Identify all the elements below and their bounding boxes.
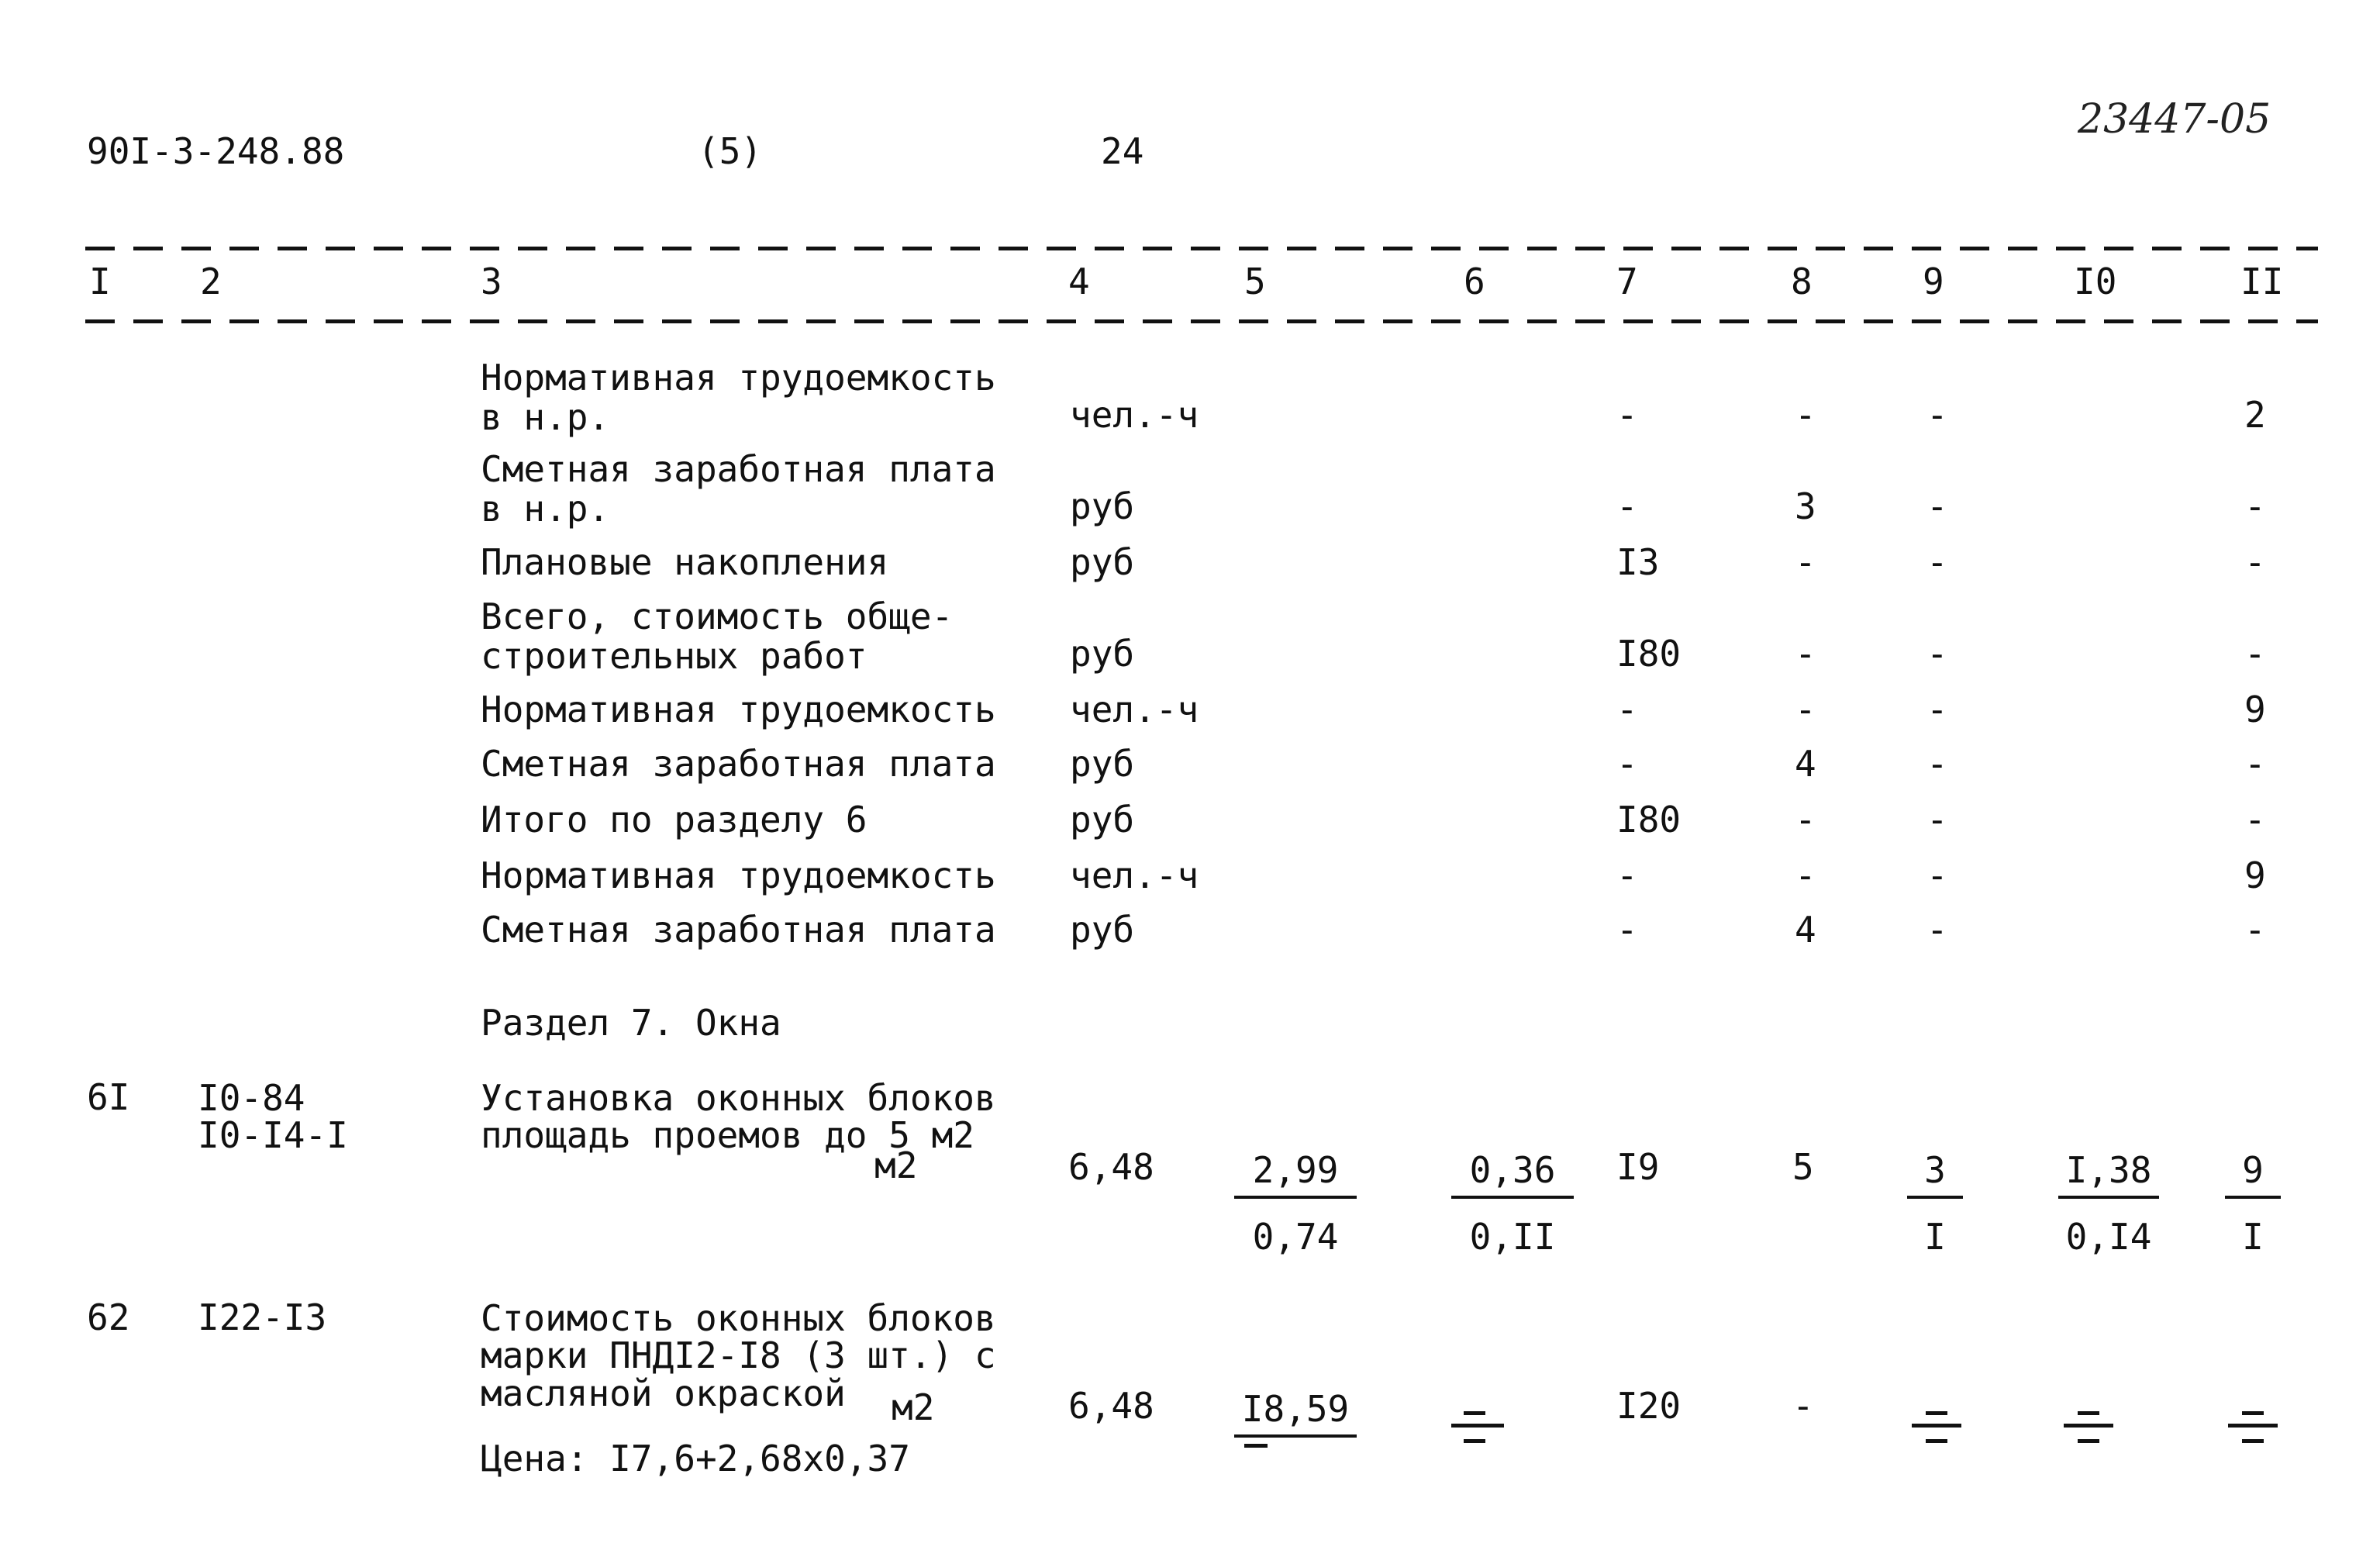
row-col7: I3 (1616, 541, 1660, 583)
row-unit: чел.-ч (1070, 854, 1199, 896)
row-col8: 3 (1795, 485, 1816, 527)
col11-line (2228, 1424, 2278, 1428)
col11-dash-top (2242, 1411, 2264, 1415)
col-5-header: 5 (1244, 261, 1266, 302)
col5-fraction (1234, 1149, 1357, 1258)
row-col8: 4 (1795, 743, 1816, 785)
col8-value: - (1792, 1385, 1814, 1427)
row-name: Сметная заработная плата в н.р. (481, 448, 996, 530)
row-col9: - (1926, 909, 1948, 951)
doc-code: 90I-3-248.88 (87, 130, 345, 172)
item-name: Стоимость оконных блоков марки ПНДI2-I8 (3 шт.) с масляной окраской (481, 1297, 996, 1414)
row-col9: - (1926, 633, 1948, 675)
row-col8: - (1795, 394, 1816, 436)
col-10-header: I0 (2074, 261, 2117, 302)
row-col11: - (2244, 909, 2266, 951)
row-col8: - (1795, 689, 1816, 730)
item-number: 6I (87, 1076, 130, 1118)
row-name: Всего, стоимость обще- строительных работ (481, 596, 954, 677)
col9-dash-bottom (1926, 1439, 1947, 1443)
row-col7: - (1616, 485, 1638, 527)
row-name: Сметная заработная плата (481, 909, 996, 951)
row-col9: - (1926, 743, 1948, 785)
row-col9: - (1926, 854, 1948, 896)
row-col9: - (1926, 799, 1948, 841)
col11-fraction (2225, 1149, 2281, 1258)
row-col9: - (1926, 541, 1948, 583)
row-unit: руб (1070, 633, 1135, 675)
row-col7: I80 (1616, 633, 1682, 675)
row-col11: 2 (2244, 394, 2266, 436)
row-col8: 4 (1795, 909, 1816, 951)
col6-bottom: 0,II (1469, 1216, 1556, 1258)
col5-top: I8,59 (1234, 1388, 1357, 1438)
item-quantity: 6,48 (1068, 1146, 1154, 1188)
col-11-header: II (2240, 261, 2284, 302)
row-col7: - (1616, 743, 1638, 785)
col5-dash-mark (1244, 1444, 1268, 1448)
col-3-header: 3 (481, 261, 502, 302)
col-9-header: 9 (1923, 261, 1944, 302)
row-unit: руб (1070, 485, 1135, 527)
col9-top: 3 (1907, 1149, 1963, 1199)
col10-top: I,38 (2058, 1149, 2159, 1199)
col6-dash-bottom (1464, 1439, 1485, 1443)
col11-dash-bottom (2242, 1439, 2264, 1443)
col9-line (1912, 1424, 1961, 1428)
row-unit: чел.-ч (1070, 689, 1199, 730)
row-col9: - (1926, 485, 1948, 527)
col-6-header: 6 (1464, 261, 1485, 302)
col8-value: 5 (1792, 1146, 1814, 1188)
row-name: Плановые накопления (481, 541, 889, 583)
col-8-header: 8 (1791, 261, 1813, 302)
row-col11: - (2244, 743, 2266, 785)
col-7-header: 7 (1616, 261, 1638, 302)
col11-top: 9 (2225, 1149, 2281, 1199)
header-top-rule (85, 247, 2318, 250)
row-name: Итого по разделу 6 (481, 799, 867, 841)
col-2-header: 2 (200, 261, 222, 302)
row-col7: - (1616, 854, 1638, 896)
row-unit: руб (1070, 799, 1135, 841)
row-name: Нормативная трудоемкость (481, 854, 996, 896)
col6-fraction (1451, 1149, 1574, 1258)
col9-dash-top (1926, 1411, 1947, 1415)
row-col7: - (1616, 909, 1638, 951)
row-col11: 9 (2244, 854, 2266, 896)
row-col9: - (1926, 394, 1948, 436)
row-name: Сметная заработная плата (481, 743, 996, 785)
item-code: I22-I3 (198, 1296, 327, 1338)
row-col8: - (1795, 541, 1816, 583)
row-col11: 9 (2244, 689, 2266, 730)
col9-fraction (1907, 1149, 1963, 1258)
col-4-header: 4 (1068, 261, 1090, 302)
row-col11: - (2244, 799, 2266, 841)
handwritten-number: 23447-05 (2078, 96, 2271, 143)
row-name: Нормативная трудоемкость (481, 689, 996, 730)
row-name: Нормативная трудоемкость в н.р. (481, 357, 996, 438)
row-col7: - (1616, 394, 1638, 436)
price-formula: Цена: I7,6+2,68x0,37 (481, 1438, 910, 1479)
row-col7: I80 (1616, 799, 1682, 841)
row-unit: чел.-ч (1070, 394, 1199, 436)
col10-bottom: 0,I4 (2065, 1216, 2152, 1258)
row-col7: - (1616, 689, 1638, 730)
col5-bottom: 0,74 (1252, 1216, 1339, 1258)
header-bottom-rule (85, 319, 2318, 323)
page-number: 24 (1101, 130, 1144, 172)
col10-line (2064, 1424, 2113, 1428)
row-col8: - (1795, 854, 1816, 896)
col7-value: I20 (1616, 1385, 1682, 1427)
row-col8: - (1795, 633, 1816, 675)
col6-dash-top (1464, 1411, 1485, 1415)
row-col8: - (1795, 799, 1816, 841)
col6-top: 0,36 (1451, 1149, 1574, 1199)
col5-fraction (1234, 1388, 1357, 1438)
col10-dash-top (2078, 1411, 2099, 1415)
row-col9: - (1926, 689, 1948, 730)
item-unit: м2 (892, 1386, 935, 1428)
section-title: Раздел 7. Окна (481, 1002, 781, 1044)
row-unit: руб (1070, 743, 1135, 785)
col7-value: I9 (1616, 1146, 1660, 1188)
row-col11: - (2244, 541, 2266, 583)
item-number: 62 (87, 1296, 130, 1338)
col10-dash-bottom (2078, 1439, 2099, 1443)
item-code: I0-84 I0-I4-I (198, 1077, 348, 1157)
row-unit: руб (1070, 909, 1135, 951)
col9-bottom: I (1924, 1216, 1946, 1258)
row-col11: - (2244, 633, 2266, 675)
item-quantity: 6,48 (1068, 1385, 1154, 1427)
col10-fraction (2058, 1149, 2159, 1258)
row-unit: руб (1070, 541, 1135, 583)
col-1-header: I (89, 261, 111, 302)
col11-bottom: I (2242, 1216, 2264, 1258)
col6-line (1451, 1424, 1504, 1428)
row-col11: - (2244, 485, 2266, 527)
issue-number: (5) (698, 130, 763, 172)
item-unit: м2 (874, 1144, 918, 1186)
col5-top: 2,99 (1234, 1149, 1357, 1199)
item-name: Установка оконных блоков площадь проемов до 5 м2 (481, 1077, 996, 1157)
